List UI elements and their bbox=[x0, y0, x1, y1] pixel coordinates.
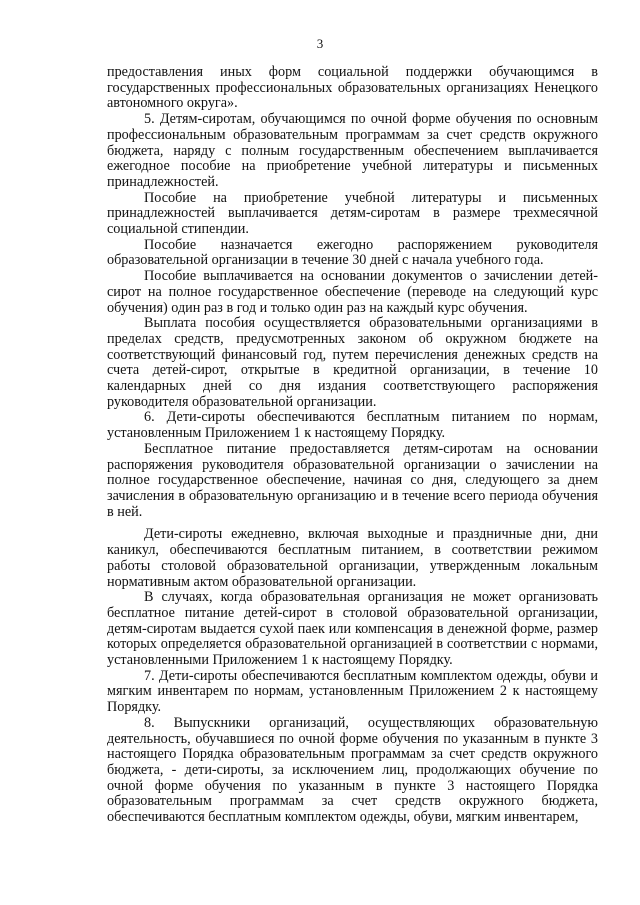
paragraph-allowance-payment: Выплата пособия осуществляется образовательными организациями в пределах средств, предусмотренных законом об окружном бюджете на соответствующий финансовый год, путем перечисления денежных средств на счета детей-сирот, открытые в кредитной организации, в течение 10 календарных дней со дня издания соответствующего распоряжения руководителя образовательной организации. bbox=[107, 315, 598, 410]
paragraph-continuation: предоставления иных форм социальной поддержки обучающимся в государственных профессиональных образовательных организациях Ненецкого автономного округа». bbox=[107, 64, 598, 112]
paragraph-allowance-basis: Пособие выплачивается на основании документов о зачислении детей-сирот на полное государственное обеспечение (переводе на следующий курс обучения) один раз в год и только один раз на каждый курс обучения. bbox=[107, 268, 598, 316]
paragraph-item-7: 7. Дети-сироты обеспечиваются бесплатным комплектом одежды, обуви и мягким инвентарем по нормам, установленным Приложением 2 к настоящему Порядку. bbox=[107, 667, 598, 716]
page-number: 3 bbox=[316, 36, 324, 51]
paragraph-meals-provision: Бесплатное питание предоставляется детям-сиротам на основании распоряжения руководителя образовательной организации о зачислении на полное государственное обеспечение, начиная со дня, следующего за днем зачисления в образовательную организацию и в течение всего периода обучения в ней. bbox=[107, 440, 598, 520]
paragraph-allowance-assignment: Пособие назначается ежегодно распоряжением руководителя образовательной организации в течение 30 дней с начала учебного года. bbox=[107, 236, 598, 269]
paragraph-item-5: 5. Детям-сиротам, обучающимся по очной форме обучения по основным профессиональным образовательным программам за счет средств окружного бюджета, наряду с полным государственным обеспечением выплачивается ежегодное пособие на приобретение учебной литературы и письменных принадлежностей. bbox=[107, 111, 598, 190]
paragraph-meals-daily: Дети-сироты ежедневно, включая выходные и праздничные дни, дни каникул, обеспечиваются бесплатным питанием, в соответствии режимом работы столовой образовательной организации, утвержденным локальным нормативным актом образовательной организации. bbox=[107, 526, 598, 590]
paragraph-meals-compensation: В случаях, когда образовательная организация не может организовать бесплатное питание детей-сирот в столовой образовательной организации, детям-сиротам выдается сухой паек или компенсация в денежной форме, размер которых определяется образовательной организацией в соответствии с нормами, установленными Приложением 1 к настоящему Порядку. bbox=[107, 589, 598, 669]
paragraph-allowance-amount: Пособие на приобретение учебной литературы и письменных принадлежностей выплачивается детям-сиротам в размере трехмесячной социальной стипендии. bbox=[107, 189, 598, 238]
paragraph-item-6: 6. Дети-сироты обеспечиваются бесплатным питанием по нормам, установленным Приложением 1 к настоящему Порядку. bbox=[107, 409, 598, 442]
paragraph-item-8: 8. Выпускники организаций, осуществляющих образовательную деятельность, обучавшиеся по очной форме обучения по указанным в пункте 3 настоящего Порядка образовательным программам за счет средств окружного бюджета, - дети-сироты, за исключением лиц, продолжающих обучение по очной форме обучения по указанным в пункте 3 настоящего Порядка образовательным программам за счет средств окружного бюджета, обеспечиваются бесплатным комплектом одежды, обуви, мягким инвентарем, bbox=[107, 714, 598, 826]
document-body bbox=[107, 65, 598, 826]
